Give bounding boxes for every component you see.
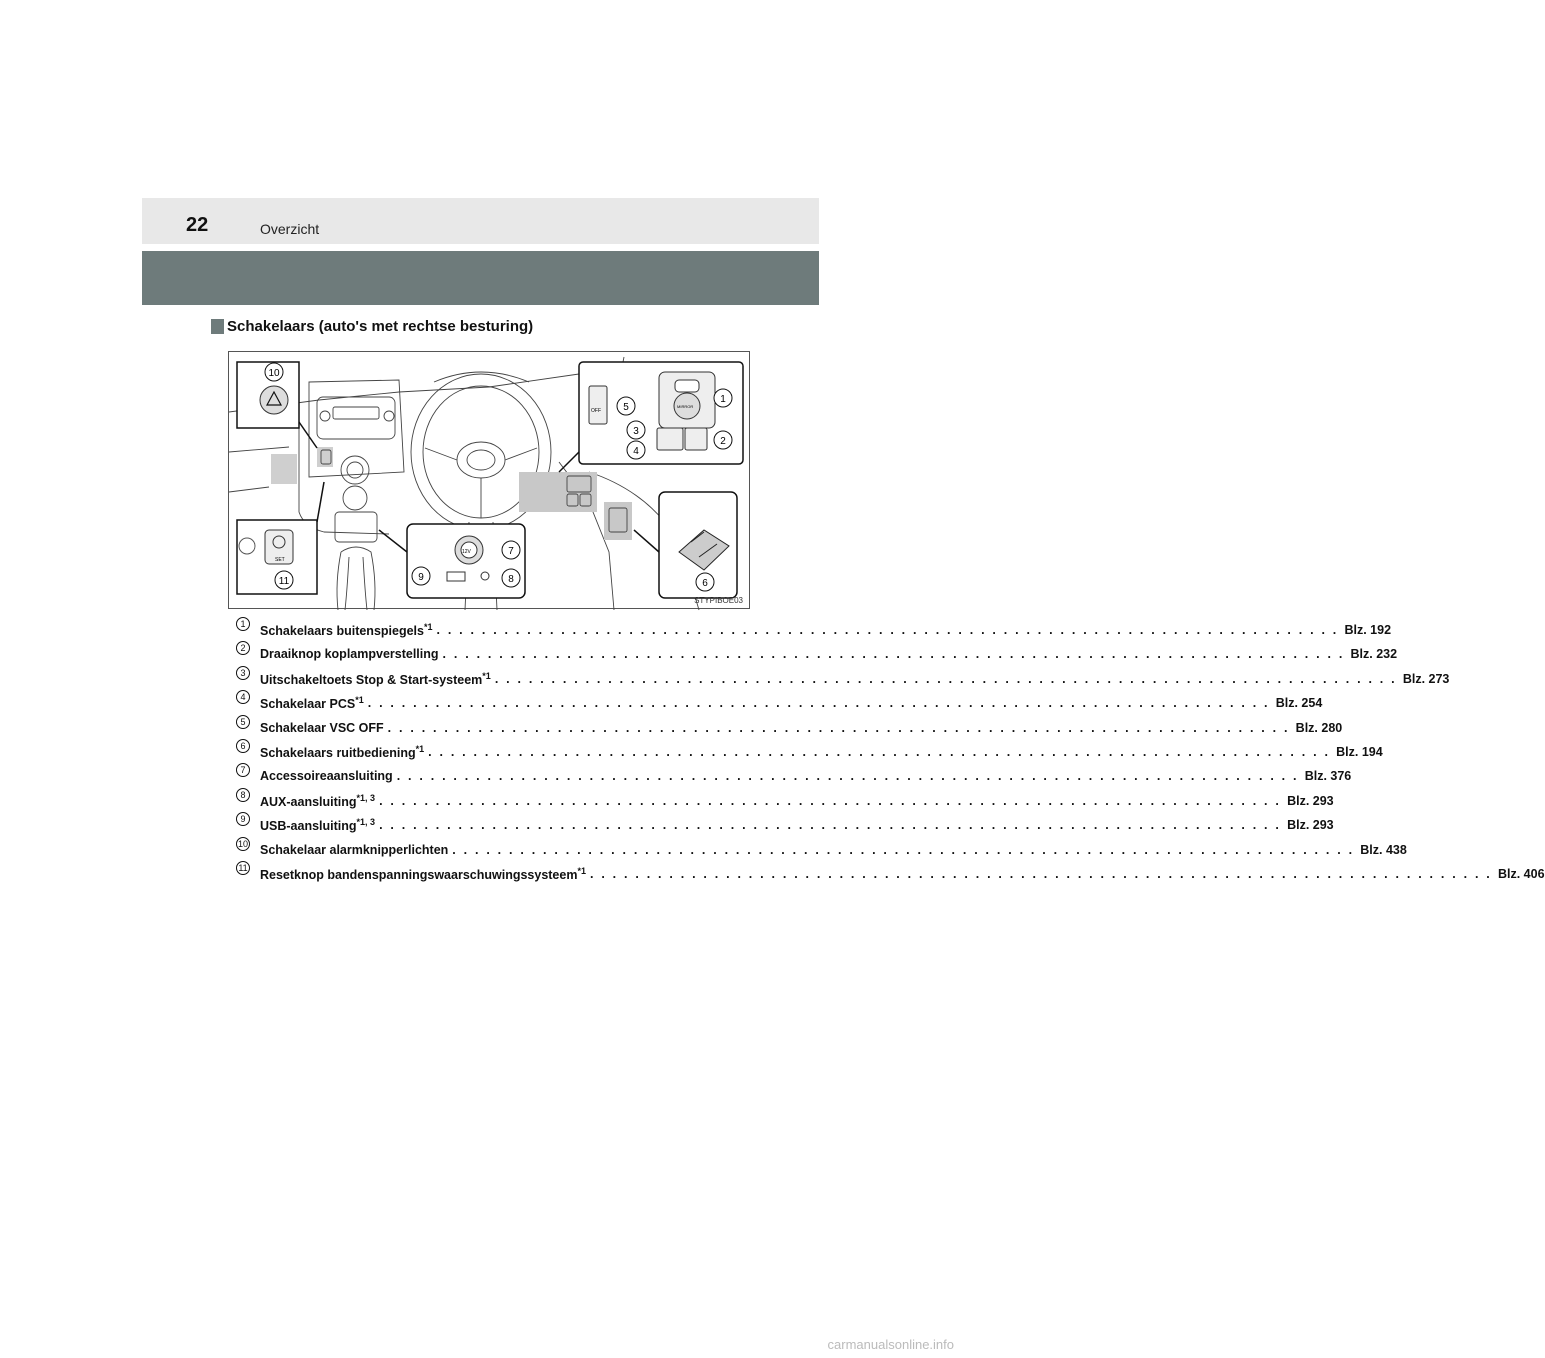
page-reference[interactable]: Blz. 438 xyxy=(1360,842,1407,857)
svg-text:7: 7 xyxy=(508,546,514,557)
item-label: Schakelaar alarmknipperlichten xyxy=(260,842,449,857)
callout-7 xyxy=(502,541,520,559)
svg-text:10: 10 xyxy=(268,368,280,379)
page-reference[interactable]: Blz. 192 xyxy=(1344,623,1392,637)
page-reference[interactable]: Blz. 293 xyxy=(1287,793,1334,808)
callout-5 xyxy=(617,397,635,415)
page-reference[interactable]: Blz. 273 xyxy=(1402,671,1450,686)
watermark: carmanualsonline.info xyxy=(827,1337,954,1352)
header-bar xyxy=(142,198,819,244)
dot-leader: . . . . . . . . . . . . . . . . . . . . . . . . . . . . . . . . . . . . . . . . . . . . . . . . . . . . . . . . . . . . . . . . . . . . . . . . . . . . . . . . xyxy=(589,867,1492,881)
item-footnote: *1, 3 xyxy=(356,792,376,803)
section-name: Overzicht xyxy=(260,221,320,237)
callout-9 xyxy=(412,567,430,585)
item-label: AUX-aansluiting$^{*1, 3}$ xyxy=(260,792,376,809)
inset-outlet xyxy=(379,524,525,598)
mirror-label: MIRROR xyxy=(677,404,694,409)
callout-4 xyxy=(627,441,645,459)
inset-mirror xyxy=(559,362,743,472)
dot-leader: . . . . . . . . . . . . . . . . . . . . . . . . . . . . . . . . . . . . . . . . . . . . . . . . . . . . . . . . . . . . . . . . . . . . . . . . . . . . . . . . xyxy=(396,769,1299,784)
item-label: Draaiknop koplampverstelling xyxy=(260,647,439,662)
svg-text:5: 5 xyxy=(623,402,629,413)
figure-code: STYPIBOE03 xyxy=(694,596,743,605)
item-footnote: *1 xyxy=(482,670,491,681)
dot-leader: . . . . . . . . . . . . . . . . . . . . . . . . . . . . . . . . . . . . . . . . . . . . . . . . . . . . . . . . . . . . . . . . . . . . . . . . . . . . . . . . xyxy=(452,842,1355,857)
item-number: 1 xyxy=(236,617,250,631)
item-label: Schakelaars buitenspiegels$^{*1}$ xyxy=(260,621,433,639)
set-label: SET xyxy=(275,557,285,563)
callout-6 xyxy=(696,573,714,591)
svg-text:1: 1 xyxy=(720,394,726,405)
page-number: 22 xyxy=(186,214,209,236)
list-item xyxy=(236,667,1450,689)
dot-leader: . . . . . . . . . . . . . . . . . . . . . . . . . . . . . . . . . . . . . . . . . . . . . . . . . . . . . . . . . . . . . . . . . . . . . . . . . . . . . . . . xyxy=(436,623,1339,637)
list-item xyxy=(236,619,1392,640)
callout-3 xyxy=(627,421,645,439)
page-reference[interactable]: Blz. 376 xyxy=(1304,769,1352,784)
page-reference[interactable]: Blz. 406 xyxy=(1497,867,1545,881)
dot-leader: . . . . . . . . . . . . . . . . . . . . . . . . . . . . . . . . . . . . . . . . . . . . . . . . . . . . . . . . . . . . . . . . . . . . . . . . . . . . . . . . xyxy=(494,671,1397,686)
v12-label: 12V xyxy=(462,549,471,555)
svg-text:8: 8 xyxy=(508,574,514,585)
svg-text:3: 3 xyxy=(633,426,639,437)
callout-10 xyxy=(265,363,283,381)
dot-leader: . . . . . . . . . . . . . . . . . . . . . . . . . . . . . . . . . . . . . . . . . . . . . . . . . . . . . . . . . . . . . . . . . . . . . . . . . . . . . . . . xyxy=(379,793,1282,808)
list-item xyxy=(236,741,1383,762)
item-number: 8 xyxy=(236,788,250,802)
item-number: 7 xyxy=(236,763,250,777)
item-footnote: *1 xyxy=(423,621,433,632)
callout-8 xyxy=(502,569,520,587)
svg-text:2: 2 xyxy=(720,436,726,447)
dashboard-illustration xyxy=(228,351,750,609)
svg-text:4: 4 xyxy=(633,446,639,457)
item-footnote: *1, 3 xyxy=(356,817,376,828)
item-label: Schakelaars ruitbediening$^{*1}$ xyxy=(260,743,425,761)
dot-leader: . . . . . . . . . . . . . . . . . . . . . . . . . . . . . . . . . . . . . . . . . . . . . . . . . . . . . . . . . . . . . . . . . . . . . . . . . . . . . . . . xyxy=(367,696,1270,711)
heading-square-icon xyxy=(211,319,224,334)
svg-text:11: 11 xyxy=(278,576,290,587)
inset-window xyxy=(634,492,737,598)
dashboard-drawing xyxy=(229,352,751,610)
list-item xyxy=(236,789,1334,811)
dot-leader: . . . . . . . . . . . . . . . . . . . . . . . . . . . . . . . . . . . . . . . . . . . . . . . . . . . . . . . . . . . . . . . . . . . . . . . . . . . . . . . . xyxy=(442,647,1345,662)
item-label: Uitschakeltoets Stop & Start-systeem$^{*1}$ xyxy=(260,670,491,687)
list-item xyxy=(236,863,1545,884)
section-band xyxy=(142,251,819,305)
page-reference[interactable]: Blz. 194 xyxy=(1336,745,1383,759)
list-item xyxy=(236,814,1334,835)
off-label: OFF xyxy=(591,408,601,414)
callout-11 xyxy=(275,571,293,589)
list-item xyxy=(236,692,1323,713)
item-label: Schakelaar VSC OFF xyxy=(260,720,384,735)
item-number: 11 xyxy=(236,861,250,875)
item-label: USB-aansluiting$^{*1, 3}$ xyxy=(260,817,376,834)
svg-text:9: 9 xyxy=(418,572,424,583)
list-item xyxy=(236,838,1407,860)
section-heading xyxy=(211,318,533,335)
item-label: Schakelaar PCS$^{*1}$ xyxy=(260,695,364,712)
item-number: 5 xyxy=(236,715,250,729)
item-label: Accessoireaansluiting xyxy=(260,769,393,784)
item-number: 2 xyxy=(236,641,250,655)
section-heading-text: Schakelaars (auto's met rechtse besturing) xyxy=(227,318,534,335)
item-label: Resetknop bandenspanningswaarschuwingssysteem$^{*1}$ xyxy=(260,865,586,883)
page-reference[interactable]: Blz. 232 xyxy=(1350,647,1398,662)
item-footnote: *1 xyxy=(415,743,425,754)
item-number: 3 xyxy=(236,666,250,680)
dot-leader: . . . . . . . . . . . . . . . . . . . . . . . . . . . . . . . . . . . . . . . . . . . . . . . . . . . . . . . . . . . . . . . . . . . . . . . . . . . . . . . . xyxy=(379,818,1282,833)
item-footnote: *1 xyxy=(577,865,586,876)
page-reference[interactable]: Blz. 280 xyxy=(1295,720,1343,735)
page-reference[interactable]: Blz. 293 xyxy=(1287,818,1334,833)
item-footnote: *1 xyxy=(355,695,364,706)
page-reference[interactable]: Blz. 254 xyxy=(1275,696,1323,711)
dot-leader: . . . . . . . . . . . . . . . . . . . . . . . . . . . . . . . . . . . . . . . . . . . . . . . . . . . . . . . . . . . . . . . . . . . . . . . . . . . . . . . . xyxy=(428,745,1331,759)
item-number: 10 xyxy=(237,838,248,849)
svg-text:6: 6 xyxy=(702,578,708,589)
callout-1 xyxy=(714,389,732,407)
list-item xyxy=(236,765,1352,786)
item-number: 4 xyxy=(236,690,250,704)
dot-leader: . . . . . . . . . . . . . . . . . . . . . . . . . . . . . . . . . . . . . . . . . . . . . . . . . . . . . . . . . . . . . . . . . . . . . . . . . . . . . . . . xyxy=(387,720,1290,735)
item-number: 6 xyxy=(236,739,250,753)
list-item xyxy=(236,716,1343,738)
item-number: 9 xyxy=(236,812,250,826)
callout-2 xyxy=(714,431,732,449)
list-item xyxy=(236,643,1398,664)
